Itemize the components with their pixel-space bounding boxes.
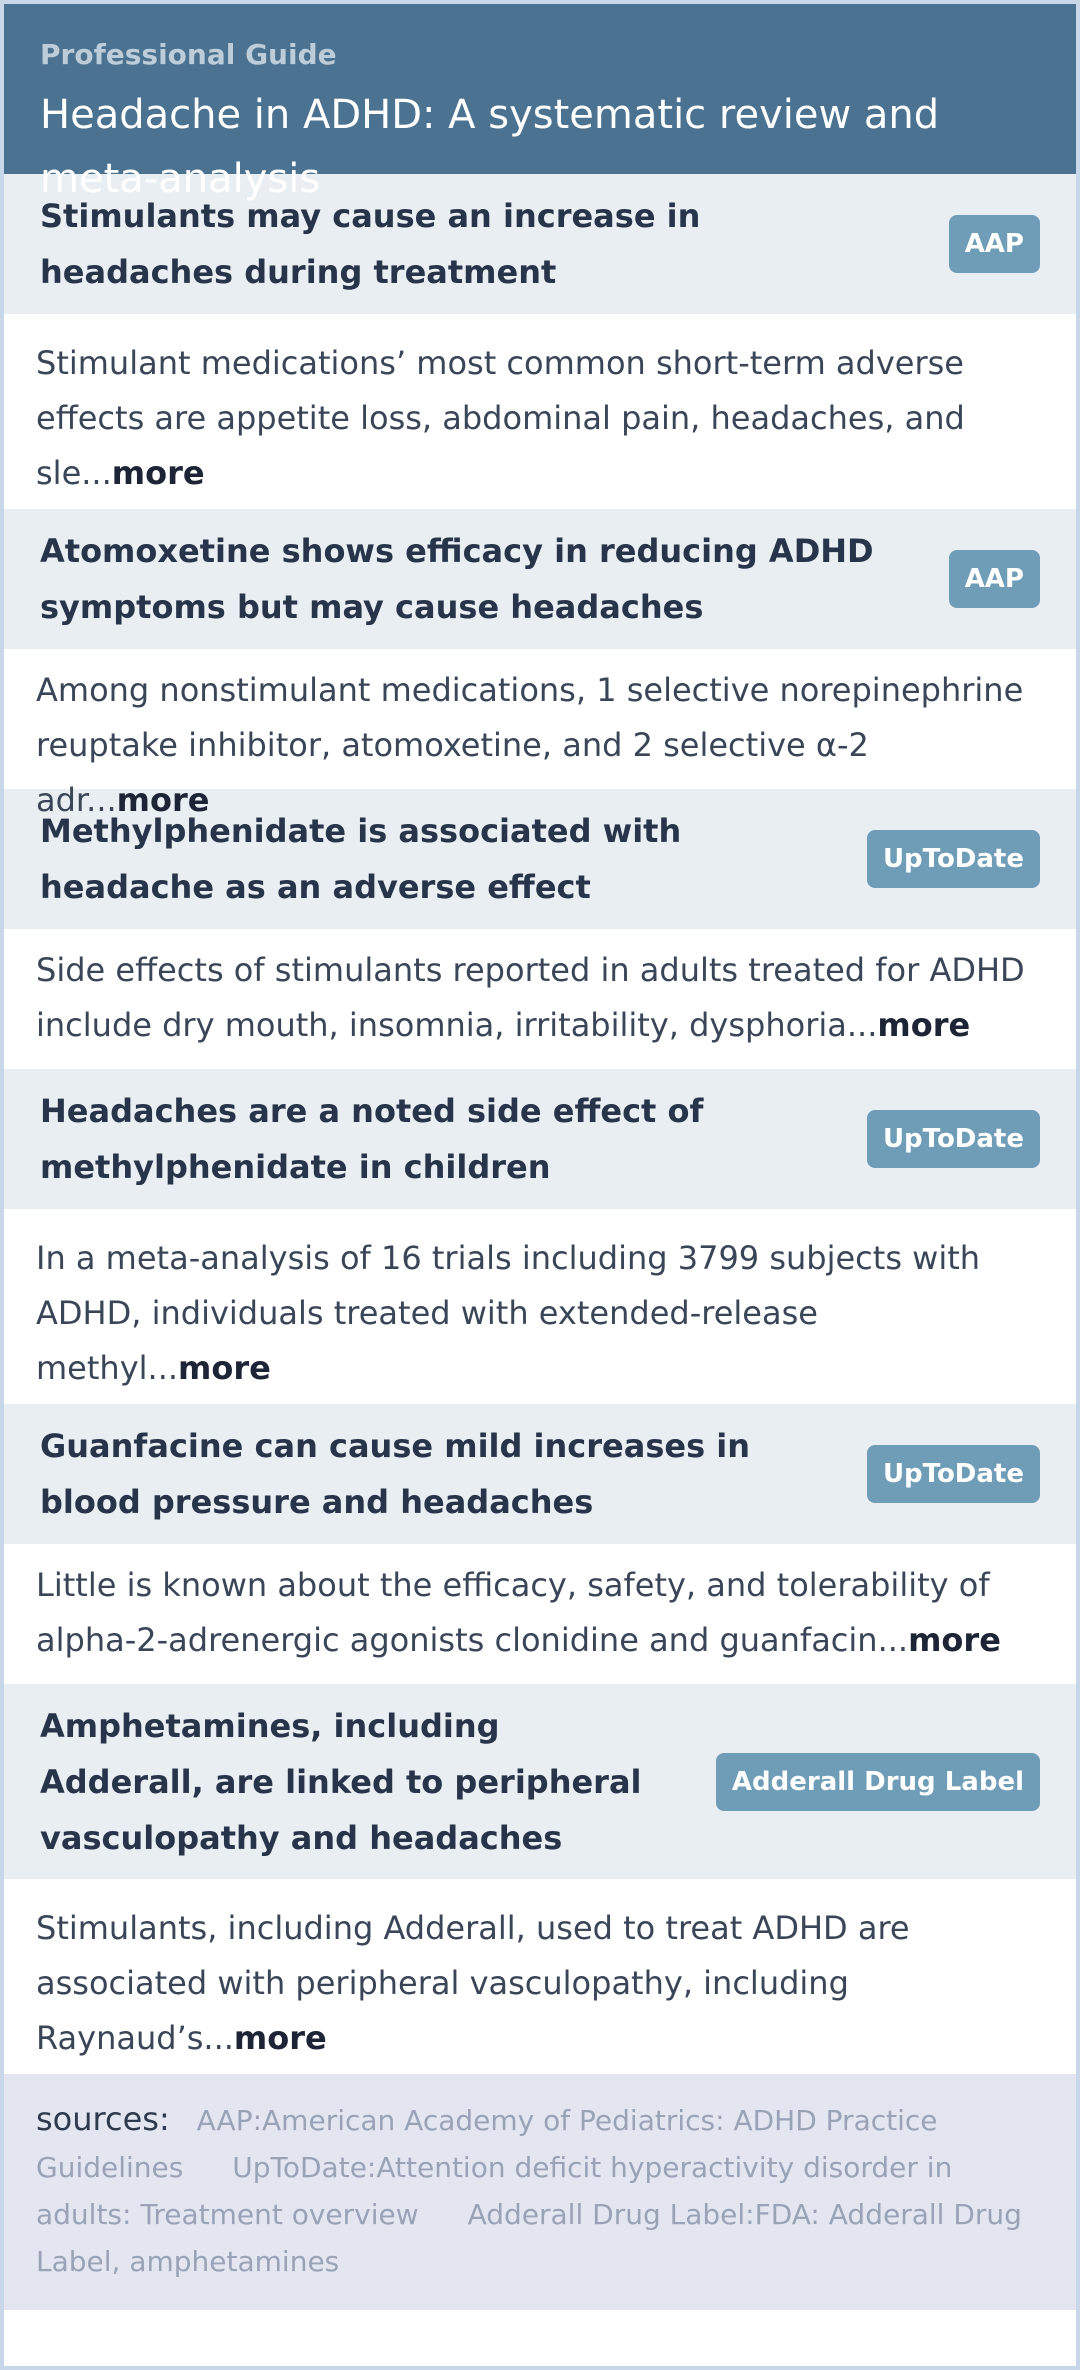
- card-excerpt: Stimulants, including Adderall, used to treat ADHD are associated with peripheral vasculopathy, including Raynaud’s...: [36, 1909, 910, 2057]
- card-excerpt: Little is known about the efficacy, safety, and tolerability of alpha-2-adrenergic agonists clonidine and guanfacin...: [36, 1566, 990, 1659]
- guide-kicker: Professional Guide: [40, 38, 337, 71]
- card-header: [4, 1069, 1076, 1209]
- more-link[interactable]: more: [908, 1621, 1001, 1659]
- source-badge[interactable]: UpToDate: [867, 1445, 1040, 1503]
- more-link[interactable]: more: [178, 1349, 271, 1387]
- card-header: [4, 509, 1076, 649]
- guide-title: Headache in ADHD: A systematic review and meta-analysis: [40, 92, 940, 202]
- card-body: [4, 1879, 1076, 2074]
- source-entry[interactable]: UpToDate:Attention deficit hyperactivity disorder in adults: Treatment overview: [36, 2151, 953, 2231]
- card-header: [4, 174, 1076, 314]
- card-body: [4, 1544, 1076, 1684]
- more-link[interactable]: more: [116, 781, 210, 819]
- card-body: [4, 929, 1076, 1069]
- guide-header: [4, 4, 1076, 202]
- card-title: Methylphenidate is associated with headache as an adverse effect: [40, 812, 682, 906]
- card-excerpt: Among nonstimulant medications, 1 selective norepinephrine reuptake inhibitor, atomoxetine, and 2 selective α-2 adr...: [36, 671, 1024, 819]
- card-body: [4, 1209, 1076, 1404]
- card-header: [4, 1684, 1076, 1879]
- card-body: [4, 649, 1076, 819]
- more-link[interactable]: more: [877, 1006, 971, 1044]
- more-link[interactable]: more: [111, 454, 205, 492]
- card-excerpt: Side effects of stimulants reported in adults treated for ADHD include dry mouth, insomnia, irritability, dysphoria...: [36, 951, 1025, 1044]
- source-entry[interactable]: AAP:American Academy of Pediatrics: ADHD Practice Guidelines: [36, 2104, 938, 2184]
- card-header: [4, 789, 1076, 929]
- source-badge[interactable]: Adderall Drug Label: [716, 1753, 1040, 1811]
- sources-section: [4, 2074, 1076, 2310]
- guide-panel: [4, 4, 1076, 2366]
- card-excerpt: In a meta-analysis of 16 trials including 3799 subjects with ADHD, individuals treated with extended-release methyl...: [36, 1239, 981, 1387]
- more-link[interactable]: more: [233, 2019, 327, 2057]
- card-title: Amphetamines, including Adderall, are linked to peripheral vasculopathy and headaches: [40, 1706, 642, 1857]
- sources-label: sources:: [36, 2100, 170, 2138]
- card-title: Stimulants may cause an increase in headaches during treatment: [40, 197, 701, 291]
- card-header: [4, 1404, 1076, 1544]
- source-badge[interactable]: UpToDate: [867, 830, 1040, 888]
- source-badge[interactable]: AAP: [949, 550, 1040, 608]
- card-excerpt: Stimulant medications’ most common short-term adverse effects are appetite loss, abdominal pain, headaches, and sle...: [36, 344, 965, 492]
- card-title: Atomoxetine shows efficacy in reducing ADHD symptoms but may cause headaches: [40, 532, 874, 626]
- card-title: Guanfacine can cause mild increases in blood pressure and headaches: [40, 1427, 751, 1521]
- card-title: Headaches are a noted side effect of methylphenidate in children: [40, 1092, 704, 1186]
- source-badge[interactable]: UpToDate: [867, 1110, 1040, 1168]
- source-badge[interactable]: AAP: [949, 215, 1040, 273]
- source-entry[interactable]: Adderall Drug Label:FDA: Adderall Drug Label, amphetamines: [36, 2198, 1022, 2278]
- card-body: [4, 314, 1076, 509]
